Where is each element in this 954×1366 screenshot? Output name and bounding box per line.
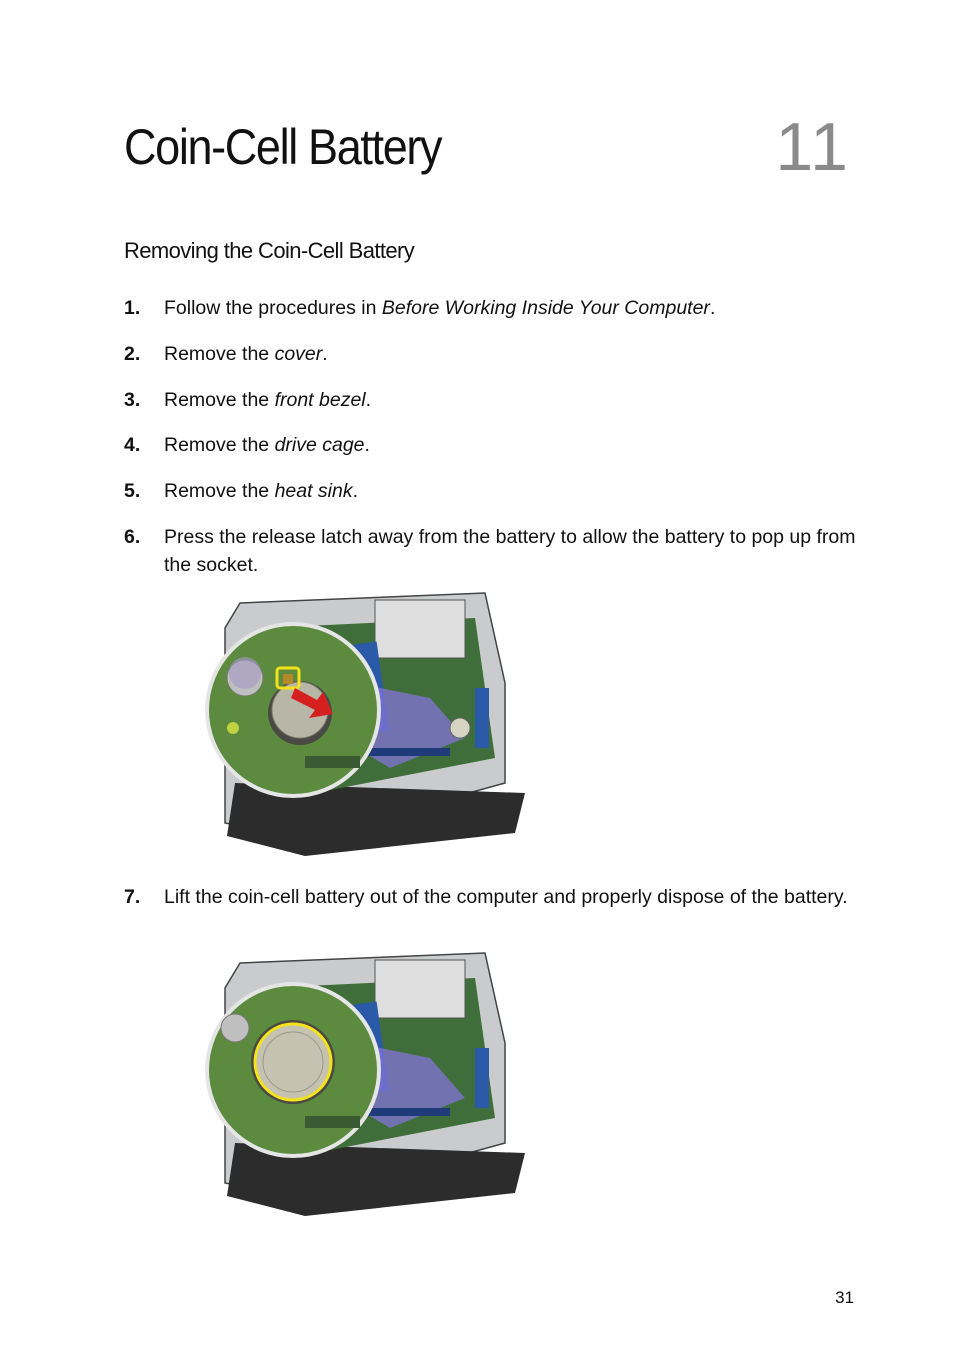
link-cover[interactable]: cover bbox=[274, 343, 323, 365]
step-text bbox=[164, 431, 864, 459]
link-drive-cage[interactable]: drive cage bbox=[274, 434, 365, 456]
step-text bbox=[164, 340, 864, 368]
page-number: 31 bbox=[835, 1288, 854, 1307]
chapter-number: 11 bbox=[775, 109, 850, 185]
step-number: 2. bbox=[124, 343, 141, 365]
step-text: Lift the coin-cell battery out of the computer and properly dispose of the battery. bbox=[164, 886, 848, 908]
step-text-pre: Remove the bbox=[164, 389, 275, 411]
step-text-post: . bbox=[709, 297, 716, 319]
step-text-post: . bbox=[364, 434, 370, 456]
link-front-bezel[interactable]: front bezel bbox=[274, 389, 366, 411]
step-number: 6. bbox=[124, 526, 141, 548]
step-text-pre: Follow the procedures in bbox=[164, 297, 382, 319]
step-text: Press the release latch away from the battery to allow the battery to pop up from the socket. bbox=[164, 526, 856, 576]
step-number: 1. bbox=[124, 297, 141, 319]
step-text-pre: Remove the bbox=[164, 343, 275, 365]
step-text bbox=[164, 477, 864, 505]
step-number: 5. bbox=[124, 480, 141, 502]
step-text-post: . bbox=[365, 389, 372, 411]
link-before-working[interactable]: Before Working Inside Your Computer bbox=[381, 297, 710, 319]
section-title: Removing the Coin-Cell Battery bbox=[124, 238, 415, 263]
step-text-pre: Remove the bbox=[164, 480, 275, 502]
figure-release-latch bbox=[205, 588, 535, 858]
step-text bbox=[164, 294, 864, 322]
step-number: 7. bbox=[124, 886, 141, 908]
chapter-title: Coin-Cell Battery bbox=[124, 119, 442, 175]
step-text bbox=[164, 386, 864, 414]
step-text-post: . bbox=[322, 343, 328, 365]
step-text-post: . bbox=[352, 480, 359, 502]
step-number: 4. bbox=[124, 434, 141, 456]
step-number: 3. bbox=[124, 389, 141, 411]
figure-remove-battery bbox=[205, 948, 535, 1218]
step-text-pre: Remove the bbox=[164, 434, 275, 456]
link-heat-sink[interactable]: heat sink bbox=[274, 480, 353, 502]
